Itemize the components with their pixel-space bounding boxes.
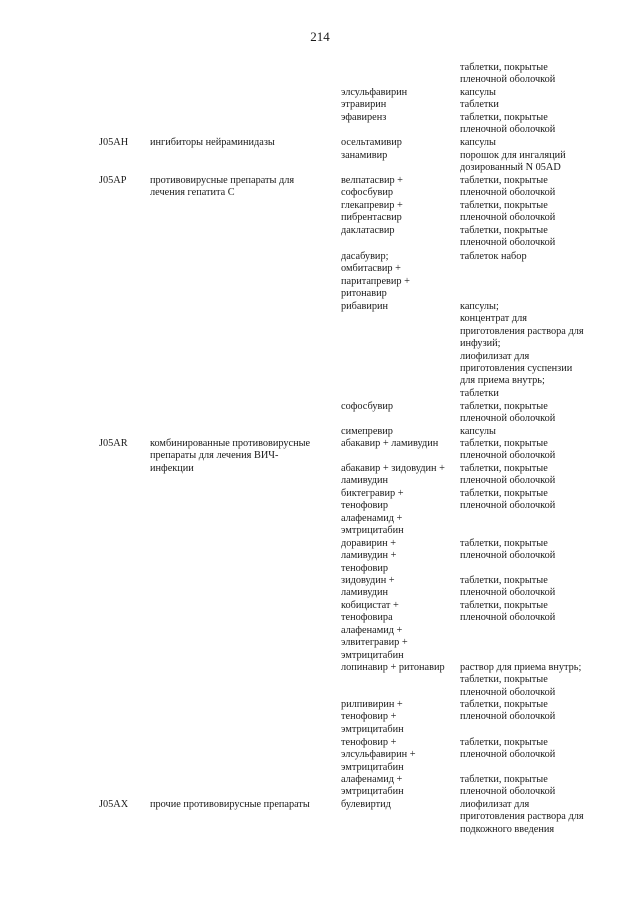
dosage-form-line: таблетки, покрытые xyxy=(460,575,548,586)
dosage-form-line: пленочной оболочкой xyxy=(460,237,556,249)
drug-name-line: велпатасвир + xyxy=(341,175,403,186)
drug-name-line: элвитегравир + xyxy=(341,637,408,649)
drug-name-line: биктегравир + xyxy=(341,488,404,499)
drug-name-line: ламивудин xyxy=(341,475,389,487)
dosage-form-line: таблетки, покрытые xyxy=(460,62,548,73)
dosage-form-line: подкожного введения xyxy=(460,823,555,835)
dosage-form-line: пленочной оболочкой xyxy=(460,686,556,698)
dosage-form-line: пленочной оболочкой xyxy=(460,413,556,425)
dosage-form-line: пленочной оболочкой xyxy=(460,711,556,723)
dosage-form-line: таблетки, покрытые xyxy=(460,463,548,474)
dosage-form-line: капсулы xyxy=(460,137,496,148)
drug-name-line: рибавирин xyxy=(341,301,389,312)
dosage-form-line: капсулы; xyxy=(460,301,499,312)
group-name-line: противовирусные препараты для xyxy=(150,175,295,186)
dosage-form-line: таблетки, покрытые xyxy=(460,175,548,186)
dosage-form-line: пленочной оболочкой xyxy=(460,187,556,199)
atc-code: J05AX xyxy=(99,799,129,810)
dosage-form-line: таблетки, покрытые xyxy=(460,488,548,499)
drug-name-line: симепревир xyxy=(341,426,393,437)
dosage-form-line: капсулы xyxy=(460,87,496,98)
dosage-form-line: порошок для ингаляций xyxy=(460,150,566,161)
drug-name-line: рилпивирин + xyxy=(341,699,403,710)
dosage-form-line: приготовления раствора для xyxy=(460,325,584,337)
atc-code: J05AR xyxy=(99,438,128,449)
drug-name-line: зидовудин + xyxy=(341,575,395,586)
drug-name-line: абакавир + ламивудин xyxy=(341,438,439,449)
drug-name-line: омбитасвир + xyxy=(341,263,401,275)
drug-name-line: ламивудин xyxy=(341,587,389,599)
dosage-form-line: пленочной оболочкой xyxy=(460,749,556,761)
dosage-form-line: пленочной оболочкой xyxy=(460,124,556,136)
dosage-form-line: приготовления раствора для xyxy=(460,811,584,823)
drug-name-line: паритапревир + xyxy=(341,275,410,287)
dosage-form-line: пленочной оболочкой xyxy=(460,212,556,224)
dosage-form-line: пленочной оболочкой xyxy=(460,612,556,624)
drug-name-line: тенофовира xyxy=(341,612,393,624)
dosage-form-line: пленочной оболочкой xyxy=(460,475,556,487)
group-name-line: комбинированные противовирусные xyxy=(150,438,311,449)
dosage-form-line: таблетки, покрытые xyxy=(460,112,548,123)
dosage-form-line: капсулы xyxy=(460,426,496,437)
drug-name-line: этравирин xyxy=(341,99,387,110)
dosage-form-line: пленочной оболочкой xyxy=(460,786,556,798)
drug-name-line: софосбувир xyxy=(341,187,394,199)
drug-name-line: занамивир xyxy=(341,150,388,161)
drug-name-line: булевиртид xyxy=(341,799,391,810)
drug-name-line: эмтрицитабин xyxy=(341,525,404,537)
dosage-form-line: таблетки, покрытые xyxy=(460,699,548,710)
drug-name-line: эмтрицитабин xyxy=(341,649,404,661)
dosage-form-line: таблетки, покрытые xyxy=(460,225,548,236)
dosage-form-line: приготовления суспензии xyxy=(460,363,573,374)
drug-name-line: алафенамид + xyxy=(341,512,403,524)
dosage-form-line: пленочной оболочкой xyxy=(460,500,556,512)
drug-name-line: дасабувир; xyxy=(341,251,389,262)
drug-name-line: даклатасвир xyxy=(341,225,395,236)
drug-name-line: тенофовир xyxy=(341,562,389,574)
dosage-form-line: лиофилизат для xyxy=(460,350,530,362)
drug-name-line: элсульфавирин + xyxy=(341,749,416,761)
drug-name-line: тенофовир + xyxy=(341,711,397,723)
drug-name-line: доравирин + xyxy=(341,538,397,549)
drug-name-line: алафенамид + xyxy=(341,624,403,636)
dosage-form-line: пленочной оболочкой xyxy=(460,587,556,599)
drug-name-line: пибрентасвир xyxy=(341,212,402,224)
drug-name-line: элсульфавирин xyxy=(341,87,408,98)
drug-name-line: кобицистат + xyxy=(341,600,399,611)
drug-name-line: лопинавир + ритонавир xyxy=(341,662,445,673)
group-name-line: ингибиторы нейраминидазы xyxy=(150,137,275,148)
dosage-form-line: таблетки, покрытые xyxy=(460,200,548,211)
drug-name-line: ритонавир xyxy=(341,288,387,300)
dosage-form-line: таблетки, покрытые xyxy=(460,737,548,748)
dosage-form-line: таблетки, покрытые xyxy=(460,674,548,686)
dosage-form-line: раствор для приема внутрь; xyxy=(460,662,582,673)
dosage-form-line: пленочной оболочкой xyxy=(460,74,556,86)
dosage-form-line: таблетки xyxy=(460,99,499,110)
dosage-form-line: концентрат для xyxy=(460,313,527,325)
dosage-form-line: пленочной оболочкой xyxy=(460,450,556,462)
drug-name-line: тенофовир + xyxy=(341,737,397,748)
group-name-line: лечения гепатита C xyxy=(150,187,235,199)
drug-name-line: осельтамивир xyxy=(341,137,402,148)
drug-name-line: глекапревир + xyxy=(341,200,403,211)
group-name-line: прочие противовирусные препараты xyxy=(150,799,310,810)
dosage-form-line: дозированный N 05AD xyxy=(460,162,561,174)
drug-name-line: абакавир + зидовудин + xyxy=(341,463,445,474)
group-name-line: инфекции xyxy=(150,462,194,474)
dosage-form-line: таблетки, покрытые xyxy=(460,600,548,611)
dosage-form-line: таблетки, покрытые xyxy=(460,774,548,785)
dosage-form-line: таблетки, покрытые xyxy=(460,438,548,449)
page-number: 214 xyxy=(310,29,330,44)
dosage-form-line: таблетки xyxy=(460,387,499,399)
atc-code: J05AP xyxy=(99,175,127,186)
drug-name-line: эмтрицитабин xyxy=(341,786,404,798)
drug-name-line: эмтрицитабин xyxy=(341,761,404,773)
dosage-form-line: лиофилизат для xyxy=(460,799,530,810)
dosage-form-line: инфузий; xyxy=(460,338,501,350)
dosage-form-line: пленочной оболочкой xyxy=(460,550,556,562)
drug-name-line: алафенамид + xyxy=(341,774,403,785)
atc-code: J05AH xyxy=(99,137,129,148)
drug-name-line: тенофовир xyxy=(341,500,389,512)
group-name-line: препараты для лечения ВИЧ- xyxy=(150,450,279,462)
drug-name-line: софосбувир xyxy=(341,401,394,412)
drug-name-line: эмтрицитабин xyxy=(341,723,404,735)
dosage-form-line: таблеток набор xyxy=(460,251,527,262)
dosage-form-line: для приема внутрь; xyxy=(460,375,545,387)
dosage-form-line: таблетки, покрытые xyxy=(460,538,548,549)
dosage-form-line: таблетки, покрытые xyxy=(460,401,548,412)
drug-name-line: эфавиренз xyxy=(341,112,387,123)
drug-name-line: ламивудин + xyxy=(341,550,397,562)
